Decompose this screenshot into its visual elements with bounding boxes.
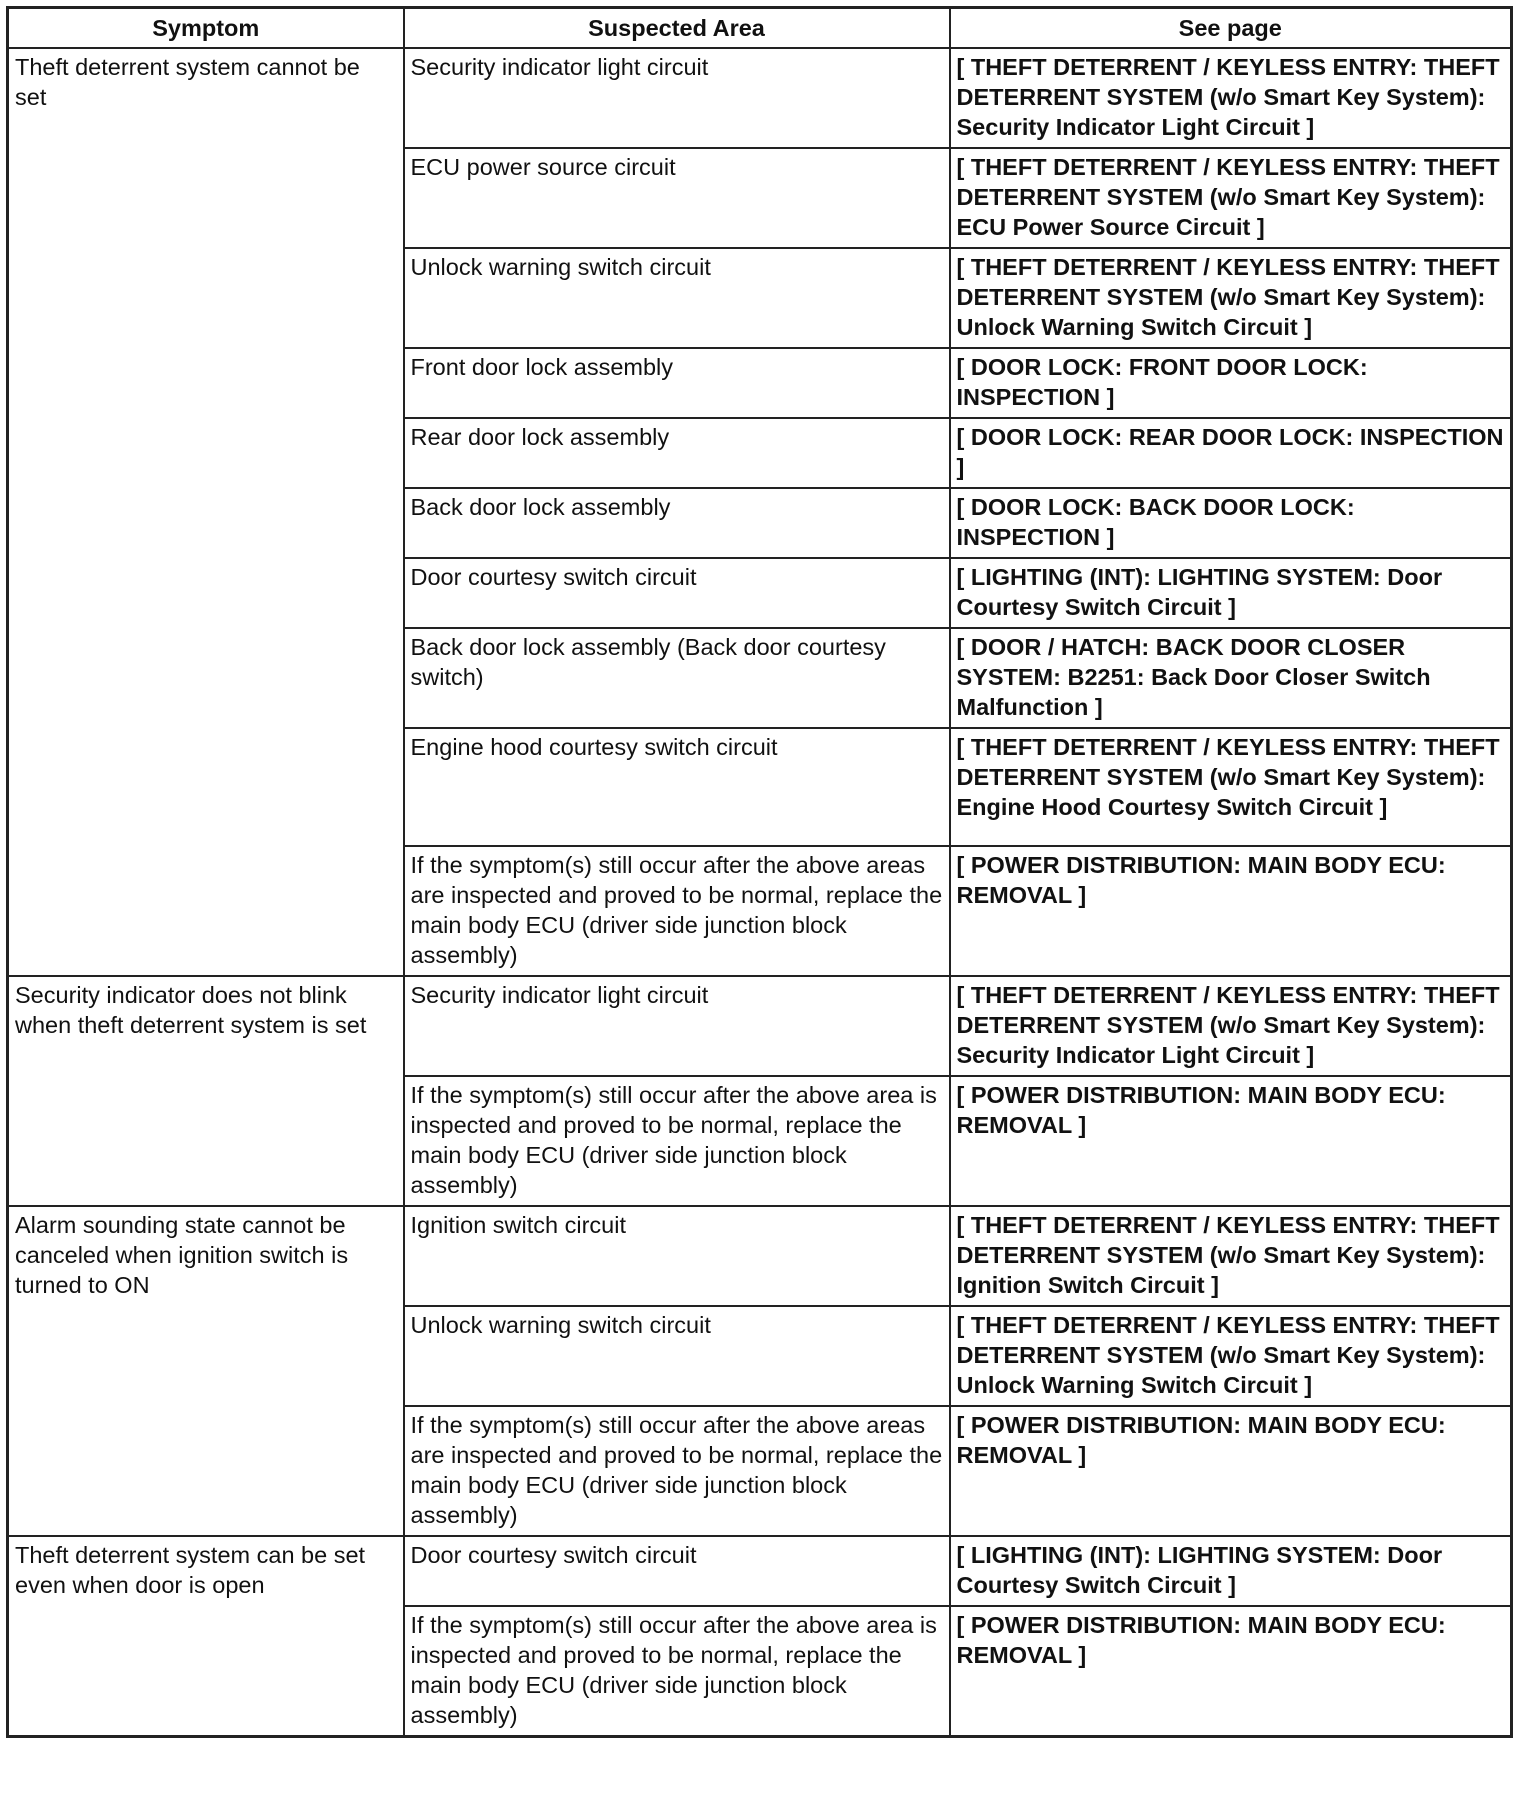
header-row — [8, 8, 1512, 49]
suspected-area-cell: If the symptom(s) still occur after the above areas are inspected and proved to be normal, replace the main body ECU (driver side junction block assembly) — [404, 1406, 950, 1536]
suspected-area-cell: Front door lock assembly — [404, 348, 950, 418]
suspected-area-cell: If the symptom(s) still occur after the above area is inspected and proved to be normal, replace the main body ECU (driver side junction block assembly) — [404, 1606, 950, 1737]
see-page-link[interactable]: [ POWER DISTRIBUTION: MAIN BODY ECU: REMOVAL ] — [950, 1606, 1512, 1737]
see-page-link[interactable]: [ THEFT DETERRENT / KEYLESS ENTRY: THEFT DETERRENT SYSTEM (w/o Smart Key System): Engine Hood Courtesy Switch Circuit ] — [950, 728, 1512, 846]
symptom-cell: Security indicator does not blink when theft deterrent system is set — [8, 976, 404, 1206]
symptom-cell: Theft deterrent system cannot be set — [8, 48, 404, 976]
table-body — [8, 48, 1512, 1737]
suspected-area-cell: Engine hood courtesy switch circuit — [404, 728, 950, 846]
see-page-link[interactable]: [ THEFT DETERRENT / KEYLESS ENTRY: THEFT DETERRENT SYSTEM (w/o Smart Key System): Security Indicator Light Circuit ] — [950, 976, 1512, 1076]
table-row — [8, 976, 1512, 1076]
suspected-area-cell: Rear door lock assembly — [404, 418, 950, 488]
see-page-link[interactable]: [ THEFT DETERRENT / KEYLESS ENTRY: THEFT DETERRENT SYSTEM (w/o Smart Key System): Unlock Warning Switch Circuit ] — [950, 1306, 1512, 1406]
see-page-link[interactable]: [ POWER DISTRIBUTION: MAIN BODY ECU: REMOVAL ] — [950, 1406, 1512, 1536]
see-page-link[interactable]: [ LIGHTING (INT): LIGHTING SYSTEM: Door Courtesy Switch Circuit ] — [950, 1536, 1512, 1606]
suspected-area-cell: If the symptom(s) still occur after the above area is inspected and proved to be normal, replace the main body ECU (driver side junction block assembly) — [404, 1076, 950, 1206]
see-page-link[interactable]: [ LIGHTING (INT): LIGHTING SYSTEM: Door Courtesy Switch Circuit ] — [950, 558, 1512, 628]
see-page-link[interactable]: [ DOOR LOCK: BACK DOOR LOCK: INSPECTION ] — [950, 488, 1512, 558]
see-page-link[interactable]: [ POWER DISTRIBUTION: MAIN BODY ECU: REMOVAL ] — [950, 1076, 1512, 1206]
see-page-link[interactable]: [ THEFT DETERRENT / KEYLESS ENTRY: THEFT DETERRENT SYSTEM (w/o Smart Key System): Unlock Warning Switch Circuit ] — [950, 248, 1512, 348]
header-see-page: See page — [950, 8, 1512, 49]
suspected-area-cell: Door courtesy switch circuit — [404, 1536, 950, 1606]
see-page-link[interactable]: [ DOOR LOCK: FRONT DOOR LOCK: INSPECTION ] — [950, 348, 1512, 418]
see-page-link[interactable]: [ DOOR LOCK: REAR DOOR LOCK: INSPECTION ] — [950, 418, 1512, 488]
table-row — [8, 1536, 1512, 1606]
see-page-link[interactable]: [ THEFT DETERRENT / KEYLESS ENTRY: THEFT DETERRENT SYSTEM (w/o Smart Key System): ECU Power Source Circuit ] — [950, 148, 1512, 248]
header-symptom: Symptom — [8, 8, 404, 49]
suspected-area-cell: Ignition switch circuit — [404, 1206, 950, 1306]
suspected-area-cell: Security indicator light circuit — [404, 48, 950, 148]
header-suspected-area: Suspected Area — [404, 8, 950, 49]
table-row — [8, 48, 1512, 148]
see-page-link[interactable]: [ THEFT DETERRENT / KEYLESS ENTRY: THEFT DETERRENT SYSTEM (w/o Smart Key System): Ignition Switch Circuit ] — [950, 1206, 1512, 1306]
suspected-area-cell: ECU power source circuit — [404, 148, 950, 248]
suspected-area-cell: If the symptom(s) still occur after the above areas are inspected and proved to be normal, replace the main body ECU (driver side junction block assembly) — [404, 846, 950, 976]
page-container — [6, 6, 1513, 1738]
table-row — [8, 1206, 1512, 1306]
suspected-area-cell: Back door lock assembly (Back door courtesy switch) — [404, 628, 950, 728]
suspected-area-cell: Security indicator light circuit — [404, 976, 950, 1076]
see-page-link[interactable]: [ THEFT DETERRENT / KEYLESS ENTRY: THEFT DETERRENT SYSTEM (w/o Smart Key System): Security Indicator Light Circuit ] — [950, 48, 1512, 148]
problem-symptoms-table — [6, 6, 1513, 1738]
symptom-cell: Alarm sounding state cannot be canceled when ignition switch is turned to ON — [8, 1206, 404, 1536]
symptom-cell: Theft deterrent system can be set even when door is open — [8, 1536, 404, 1737]
suspected-area-cell: Unlock warning switch circuit — [404, 1306, 950, 1406]
see-page-link[interactable]: [ POWER DISTRIBUTION: MAIN BODY ECU: REMOVAL ] — [950, 846, 1512, 976]
see-page-link[interactable]: [ DOOR / HATCH: BACK DOOR CLOSER SYSTEM: B2251: Back Door Closer Switch Malfunction ] — [950, 628, 1512, 728]
suspected-area-cell: Door courtesy switch circuit — [404, 558, 950, 628]
suspected-area-cell: Back door lock assembly — [404, 488, 950, 558]
suspected-area-cell: Unlock warning switch circuit — [404, 248, 950, 348]
